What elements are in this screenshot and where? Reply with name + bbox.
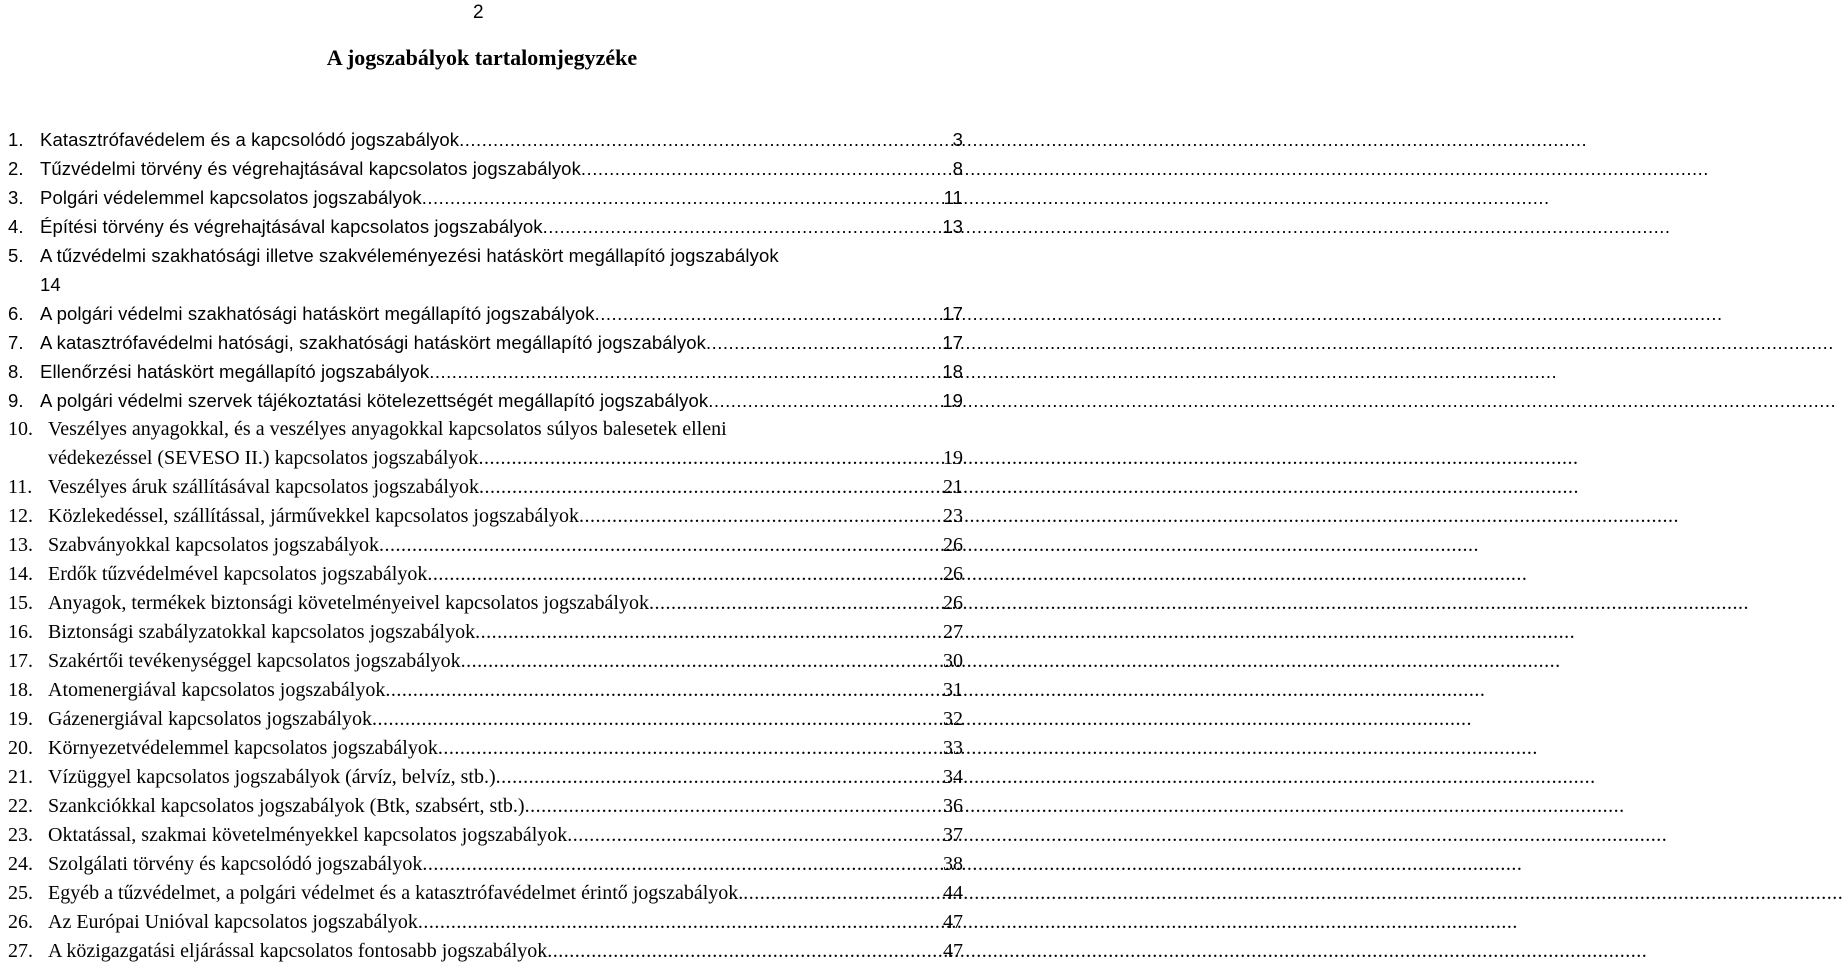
toc-leader-dots xyxy=(595,299,941,328)
toc-entry-number: 4. xyxy=(8,216,24,237)
toc-leader-dots xyxy=(579,502,941,531)
toc-entry-number: 6. xyxy=(8,303,24,324)
toc-entry-text: Környezetvédelemmel kapcsolatos jogszabályok xyxy=(48,737,438,759)
toc-leader-dots xyxy=(429,357,940,386)
toc-entry-text: Közlekedéssel, szállítással, járművekkel kapcsolatos jogszabályok xyxy=(48,505,579,527)
toc-entry-number: 11. xyxy=(8,476,33,498)
toc-entry-page: 27 xyxy=(943,621,963,643)
toc-entry-text: Egyéb a tűzvédelmet, a polgári védelmet és a katasztrófavédelmet érintő jogszabályok. xyxy=(48,882,744,904)
toc-entry-9[interactable] xyxy=(8,386,963,415)
toc-leader-dots xyxy=(649,589,941,618)
toc-entry-number: 18. xyxy=(8,679,33,701)
toc-leader-dots xyxy=(459,125,950,154)
toc-entry-21[interactable] xyxy=(8,763,963,792)
toc-entry-text: Polgári védelemmel kapcsolatos jogszabályok xyxy=(40,187,422,208)
toc-entry-number: 14. xyxy=(8,563,33,585)
toc-entry-19[interactable] xyxy=(8,705,963,734)
toc-entry-text: Biztonsági szabályzatokkal kapcsolatos jogszabályok xyxy=(48,621,476,643)
toc-entry-1[interactable] xyxy=(8,125,963,154)
toc-entry-page: 17 xyxy=(942,332,963,353)
toc-entry-text: Katasztrófavédelem és a kapcsolódó jogszabályok xyxy=(40,129,460,150)
toc-entry-page: 36 xyxy=(943,795,963,817)
toc-entry-number: 8. xyxy=(8,361,24,382)
toc-entry-20[interactable] xyxy=(8,734,963,763)
toc-entry-26[interactable] xyxy=(8,908,963,937)
toc-entry-15[interactable] xyxy=(8,589,963,618)
toc-entry-number: 17. xyxy=(8,650,33,672)
toc-entry-6[interactable] xyxy=(8,299,963,328)
toc-entry-7[interactable] xyxy=(8,328,963,357)
toc-entry-number: 25. xyxy=(8,882,33,904)
toc-leader-dots xyxy=(706,328,940,357)
toc-entry-page: 32 xyxy=(943,708,963,730)
toc-entry-8[interactable] xyxy=(8,357,963,386)
toc-entry-page: 33 xyxy=(943,737,963,759)
toc-entry-number: 5. xyxy=(8,245,24,266)
toc-entry-text-line2: védekezéssel (SEVESO II.) kapcsolatos jogszabályok xyxy=(48,447,479,469)
toc-leader-dots xyxy=(543,212,941,241)
toc-entry-4[interactable] xyxy=(8,212,963,241)
toc-entry-page: 37 xyxy=(943,824,963,846)
toc-entry-page: 3 xyxy=(952,129,963,150)
toc-entry-text: Szankciókkal kapcsolatos jogszabályok (Btk, szabsért, stb.) xyxy=(48,795,525,817)
toc-entry-number: 19. xyxy=(8,708,33,730)
toc-entry-16[interactable] xyxy=(8,618,963,647)
toc-leader-dots xyxy=(581,154,951,183)
toc-leader-dots xyxy=(478,444,941,473)
page-title: A jogszabályok tartalomjegyzéke xyxy=(326,45,638,70)
toc-entry-22[interactable] xyxy=(8,792,963,821)
toc-entry-11[interactable] xyxy=(8,473,963,502)
toc-entry-page: 14 xyxy=(40,274,61,295)
toc-entry-text: A katasztrófavédelmi hatósági, szakhatósági hatáskört megállapító jogszabályok xyxy=(40,332,706,353)
toc-entry-10[interactable] xyxy=(8,415,963,473)
toc-leader-dots xyxy=(479,473,941,502)
toc-entry-24[interactable] xyxy=(8,850,963,879)
toc-entry-number: 2. xyxy=(8,158,24,179)
toc-entry-text: Vízüggyel kapcsolatos jogszabályok (árvíz, belvíz, stb.) xyxy=(48,766,496,788)
toc-leader-dots xyxy=(525,792,941,821)
toc-leader-dots xyxy=(475,618,941,647)
toc-entry-12[interactable] xyxy=(8,502,963,531)
toc-entry-number: 3. xyxy=(8,187,24,208)
toc-entry-text: Oktatással, szakmai követelményekkel kapcsolatos jogszabályok xyxy=(48,824,568,846)
toc-entry-text: Ellenőrzési hatáskört megállapító jogszabályok xyxy=(40,361,430,382)
toc-entry-text-line1: Veszélyes anyagokkal, és a veszélyes anyagokkal kapcsolatos súlyos balesetek elleni xyxy=(48,418,727,440)
toc-entry-text: Szakértői tevékenységgel kapcsolatos jogszabályok xyxy=(48,650,461,672)
toc-entry-number: 7. xyxy=(8,332,24,353)
toc-entry-number: 20. xyxy=(8,737,33,759)
toc-entry-page: 8 xyxy=(952,158,963,179)
toc-entry-number: 24. xyxy=(8,853,33,875)
toc-entry-page: 19 xyxy=(943,447,963,469)
toc-leader-dots xyxy=(567,821,941,850)
toc-entry-page: 31 xyxy=(943,679,963,701)
toc-leader-dots xyxy=(438,734,941,763)
toc-entry-page: 34 xyxy=(943,766,963,788)
toc-entry-5[interactable] xyxy=(8,241,963,299)
toc-leader-dots xyxy=(427,560,941,589)
toc-entry-page: 47 xyxy=(943,940,963,962)
toc-entry-page: 21 xyxy=(943,476,963,498)
toc-entry-page: 13 xyxy=(942,216,963,237)
table-of-contents xyxy=(8,125,963,966)
toc-leader-dots xyxy=(418,908,941,937)
toc-entry-text: Gázenergiával kapcsolatos jogszabályok xyxy=(48,708,372,730)
toc-entry-text: Szolgálati törvény és kapcsolódó jogszabályok xyxy=(48,853,423,875)
toc-entry-14[interactable] xyxy=(8,560,963,589)
toc-entry-page: 47 xyxy=(943,911,963,933)
toc-entry-page: 26 xyxy=(943,563,963,585)
toc-entry-text: A közigazgatási eljárással kapcsolatos fontosabb jogszabályok xyxy=(48,940,548,962)
toc-leader-dots xyxy=(708,386,940,415)
toc-leader-dots xyxy=(743,879,941,908)
toc-leader-dots xyxy=(385,676,941,705)
toc-entry-page: 26 xyxy=(943,592,963,614)
toc-entry-text: A tűzvédelmi szakhatósági illetve szakvéleményezési hatáskört megállapító jogszabályok xyxy=(40,245,779,266)
toc-leader-dots xyxy=(547,937,941,966)
toc-leader-dots xyxy=(422,850,941,879)
toc-entry-3[interactable] xyxy=(8,183,963,212)
toc-entry-number: 27. xyxy=(8,940,33,962)
toc-entry-25[interactable] xyxy=(8,879,963,908)
toc-leader-dots xyxy=(461,647,941,676)
toc-entry-text: A polgári védelmi szervek tájékoztatási kötelezettségét megállapító jogszabályok xyxy=(40,390,709,411)
toc-entry-text: A polgári védelmi szakhatósági hatáskört megállapító jogszabályok xyxy=(40,303,595,324)
toc-entry-page: 18 xyxy=(942,361,963,382)
toc-entry-text: Atomenergiával kapcsolatos jogszabályok xyxy=(48,679,386,701)
toc-entry-number: 22. xyxy=(8,795,33,817)
toc-entry-number: 26. xyxy=(8,911,33,933)
toc-entry-text: Anyagok, termékek biztonsági követelményeivel kapcsolatos jogszabályok xyxy=(48,592,649,614)
toc-entry-number: 10. xyxy=(8,418,33,440)
toc-entry-2[interactable] xyxy=(8,154,963,183)
toc-entry-page: 26 xyxy=(943,534,963,556)
toc-entry-text: Építési törvény és végrehajtásával kapcsolatos jogszabályok xyxy=(40,216,543,237)
toc-entry-17[interactable] xyxy=(8,647,963,676)
toc-entry-18[interactable] xyxy=(8,676,963,705)
toc-leader-dots xyxy=(372,705,941,734)
toc-entry-text: Tűzvédelmi törvény és végrehajtásával kapcsolatos jogszabályok xyxy=(40,158,581,179)
toc-entry-23[interactable] xyxy=(8,821,963,850)
toc-entry-page: 19 xyxy=(942,390,963,411)
toc-entry-page: 38 xyxy=(943,853,963,875)
toc-entry-text: Szabványokkal kapcsolatos jogszabályok xyxy=(48,534,380,556)
toc-entry-text: Erdők tűzvédelmével kapcsolatos jogszabályok xyxy=(48,563,428,585)
toc-entry-number: 1. xyxy=(8,129,24,150)
toc-entry-text: Veszélyes áruk szállításával kapcsolatos jogszabályok xyxy=(48,476,479,498)
toc-entry-number: 15. xyxy=(8,592,33,614)
toc-entry-27[interactable] xyxy=(8,937,963,966)
toc-entry-number: 13. xyxy=(8,534,33,556)
toc-entry-page: 17 xyxy=(942,303,963,324)
toc-entry-page: 44 xyxy=(943,882,963,904)
toc-entry-number: 21. xyxy=(8,766,33,788)
toc-entry-text: Az Európai Unióval kapcsolatos jogszabályok xyxy=(48,911,418,933)
toc-entry-number: 16. xyxy=(8,621,33,643)
toc-entry-number: 23. xyxy=(8,824,33,846)
toc-entry-page: 11 xyxy=(943,187,963,208)
toc-entry-13[interactable] xyxy=(8,531,963,560)
toc-entry-number: 12. xyxy=(8,505,33,527)
toc-leader-dots xyxy=(496,763,941,792)
toc-entry-page: 30 xyxy=(943,650,963,672)
page-number: 2 xyxy=(473,2,484,23)
toc-entry-page: 23 xyxy=(943,505,963,527)
toc-entry-number: 9. xyxy=(8,390,24,411)
toc-leader-dots xyxy=(422,183,942,212)
toc-leader-dots xyxy=(379,531,941,560)
